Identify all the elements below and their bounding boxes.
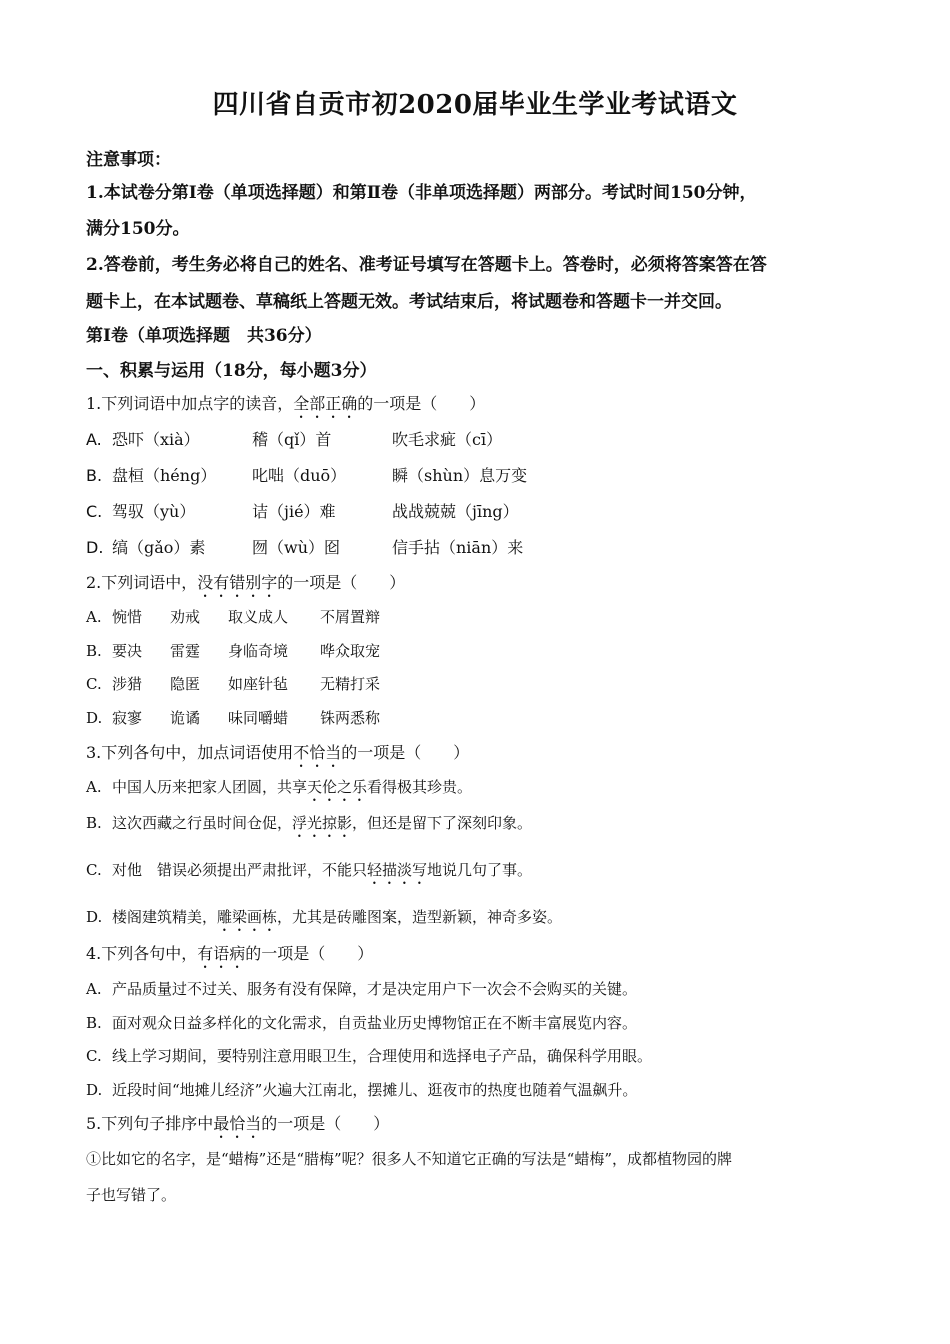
option-word: 哗众取宠 (320, 642, 381, 660)
option-word: 吹毛求疵（cī） (392, 430, 503, 449)
option-text: ，但还是留下了深刻印象。 (352, 814, 533, 832)
emphasis-text: 天伦之乐 (307, 778, 368, 796)
option-text: 近段时间“地摊儿经济”火遍大江南北，摆摊儿、逛夜市的热度也随着气温飙升。 (112, 1081, 638, 1099)
question-5-stem (86, 1111, 389, 1142)
question-2-stem (86, 570, 405, 601)
question-2-option-b[interactable] (86, 640, 380, 661)
question-3-stem (86, 740, 469, 771)
emphasis-text: 有语病 (197, 944, 246, 963)
option-text: 楼阁建筑精美， (112, 908, 218, 926)
notice-item-2-cont: 题卡上，在本试题卷、草稿纸上答题无效。考试结束后，将试题卷和答题卡一并交回。 (86, 292, 732, 312)
question-5-sentence-1-cont: 子也写错了。 (86, 1186, 177, 1204)
option-word: 味同嚼蜡 (228, 709, 289, 727)
part-heading: 第Ⅰ卷（单项选择题 共36分） (86, 326, 322, 346)
option-label: A. (86, 980, 102, 998)
question-5-sentence-1: ①比如它的名字，是“蜡梅”还是“腊梅”呢？很多人不知道它正确的写法是“蜡梅”，成都植物园的牌 (86, 1150, 733, 1168)
option-word: 寂寥 (112, 709, 143, 727)
emphasis-text: 最恰当 (213, 1114, 262, 1133)
question-3-option-d[interactable] (86, 906, 562, 935)
question-1-option-d[interactable] (86, 535, 523, 558)
option-word: 诡谲 (170, 709, 201, 727)
option-word: 盘桓（héng） (112, 466, 217, 485)
option-label: A. (86, 778, 102, 796)
option-word: 信手拈（niān）来 (392, 538, 524, 557)
option-text: ，尤其是砖雕图案，造型新颖，神奇多姿。 (277, 908, 563, 926)
option-text: 对他 错误必须提出严肃批评，不能只 (112, 861, 368, 879)
notice-heading: 注意事项： (86, 150, 171, 170)
option-word: 驾驭（yù） (112, 502, 196, 521)
option-word: 如座针毡 (228, 675, 289, 693)
option-text: 中国人历来把家人团圆，共享 (112, 778, 308, 796)
option-label: C. (86, 675, 102, 693)
stem-text: 的一项是（ ） (341, 743, 470, 762)
stem-text: 2.下列词语中， (86, 573, 198, 592)
page-title: 四川省自贡市初2020届毕业生学业考试语文 (212, 90, 738, 120)
question-4-option-b[interactable] (86, 1012, 637, 1033)
option-word: 惋惜 (112, 608, 143, 626)
question-3-option-c[interactable] (86, 859, 532, 888)
option-word: 身临奇境 (228, 642, 289, 660)
option-word: 不屑置辩 (320, 608, 381, 626)
option-label: C. (86, 861, 102, 879)
section-heading: 一、积累与运用（18分，每小题3分） (86, 361, 377, 381)
option-word: 无精打采 (320, 675, 381, 693)
option-label: B. (86, 814, 102, 832)
option-word: 劝戒 (170, 608, 201, 626)
question-3-option-a[interactable] (86, 776, 472, 805)
emphasis-text: 全部正确 (293, 394, 358, 413)
question-4-stem (86, 941, 373, 972)
option-word: 涉猎 (112, 675, 143, 693)
question-2-option-d[interactable] (86, 707, 380, 728)
stem-text: 5.下列句子排序中 (86, 1114, 214, 1133)
option-text: 产品质量过不过关、服务有没有保障，才是决定用户下一次会不会购买的关键。 (112, 980, 638, 998)
stem-text: 4.下列各句中， (86, 944, 198, 963)
notice-item-1: 1.本试卷分第Ⅰ卷（单项选择题）和第Ⅱ卷（非单项选择题）两部分。考试时间150分钟， (86, 183, 757, 203)
option-label: A. (86, 430, 102, 449)
option-word: 瞬（shùn）息万变 (392, 466, 528, 485)
question-3-option-b[interactable] (86, 812, 532, 841)
option-text: 线上学习期间，要特别注意用眼卫生，合理使用和选择电子产品，确保科学用眼。 (112, 1047, 653, 1065)
option-label: D. (86, 1081, 103, 1099)
question-1-option-c[interactable] (86, 499, 519, 522)
emphasis-text: 浮光掠影 (292, 814, 353, 832)
option-text: 地说几句了事。 (427, 861, 533, 879)
emphasis-text: 轻描淡写 (367, 861, 428, 879)
notice-item-1-cont: 满分150分。 (86, 219, 190, 239)
option-word: 稽（qǐ）首 (252, 430, 332, 449)
stem-text: 的一项是（ ） (277, 573, 406, 592)
option-word: 缟（gǎo）素 (112, 538, 206, 557)
option-label: C. (86, 1047, 102, 1065)
option-label: A. (86, 608, 102, 626)
option-word: 战战兢兢（jīng） (392, 502, 519, 521)
emphasis-text: 没有错别字 (197, 573, 278, 592)
option-text: 看得极其珍贵。 (367, 778, 473, 796)
option-label: D. (86, 709, 103, 727)
stem-text: 的一项是（ ） (357, 394, 486, 413)
option-word: 诘（jié）难 (252, 502, 336, 521)
question-1-option-b[interactable] (86, 463, 527, 486)
option-label: B. (86, 1014, 102, 1032)
stem-text: 的一项是（ ） (245, 944, 374, 963)
question-2-option-c[interactable] (86, 673, 380, 694)
option-word: 囫（wù）囵 (252, 538, 341, 557)
question-4-option-d[interactable] (86, 1079, 637, 1100)
question-4-option-c[interactable] (86, 1045, 652, 1066)
stem-text: 1.下列词语中加点字的读音， (86, 394, 294, 413)
option-word: 叱咄（duō） (252, 466, 347, 485)
question-2-option-a[interactable] (86, 606, 380, 627)
notice-item-2: 2.答卷前，考生务必将自己的姓名、准考证号填写在答题卡上。答卷时，必须将答案答在答 (86, 255, 767, 275)
emphasis-text: 不恰当 (293, 743, 342, 762)
option-word: 隐匿 (170, 675, 201, 693)
option-word: 取义成人 (228, 608, 289, 626)
option-label: D. (86, 538, 104, 557)
stem-text: 的一项是（ ） (261, 1114, 390, 1133)
option-label: B. (86, 466, 103, 485)
question-1-option-a[interactable] (86, 427, 502, 450)
option-label: C. (86, 502, 103, 521)
option-text: 这次西藏之行虽时间仓促， (112, 814, 293, 832)
stem-text: 3.下列各句中，加点词语使用 (86, 743, 294, 762)
option-word: 恐吓（xià） (112, 430, 200, 449)
option-word: 雷霆 (170, 642, 201, 660)
question-4-option-a[interactable] (86, 978, 637, 999)
question-1-stem (86, 391, 485, 422)
option-label: B. (86, 642, 102, 660)
emphasis-text: 雕梁画栋 (217, 908, 278, 926)
option-text: 面对观众日益多样化的文化需求，自贡盐业历史博物馆正在不断丰富展览内容。 (112, 1014, 638, 1032)
option-word: 要决 (112, 642, 143, 660)
option-word: 铢两悉称 (320, 709, 381, 727)
option-label: D. (86, 908, 103, 926)
